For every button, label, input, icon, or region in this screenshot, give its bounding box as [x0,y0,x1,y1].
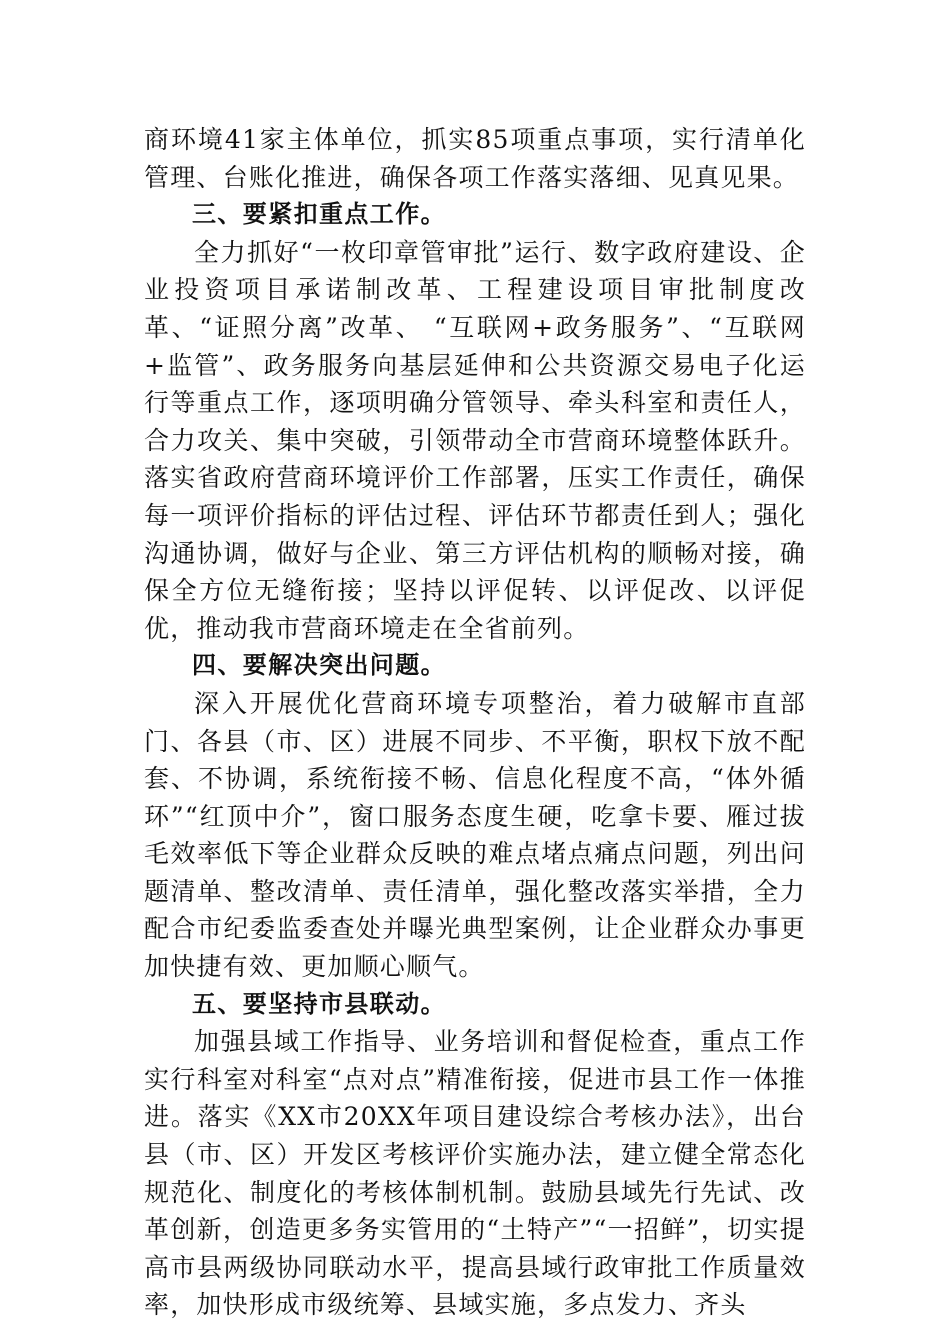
section-heading-5: 五、要坚持市县联动。 [192,989,446,1018]
paragraph-continued: 商环境41家主体单位，抓实85项重点事项，实行清单化管理、台账化推进，确保各项工作落实落细、见真见果。 [144,125,806,192]
paragraph-section-5: 加强县域工作指导、业务培训和督促检查，重点工作实行科室对科室“点对点”精准衔接，促进市县工作一体推进。落实《XX市20XX年项目建设综合考核办法》，出台县（市、区）开发区考核评价实施办法，建立健全常态化规范化、制度化的考核体制机制。鼓励县域先行先试、改革创新，创造更多务实管用的“土特产”“一招鲜”，切实提高市县两级协同联动水平，提高县域行政审批工作质量效率，加快形成市级统筹、县域实施，多点发力、齐头 [144,1027,806,1320]
document-body [144,121,806,1324]
section-heading-3: 三、要紧扣重点工作。 [192,200,446,229]
paragraph-section-3: 全力抓好“一枚印章管审批”运行、数字政府建设、企业投资项目承诺制改革、工程建设项目审批制度改革、“证照分离”改革、 “互联网+政务服务”、“互联网+监管”、政务服务向基层延伸和公共资源交易电子化运行等重点工作，逐项明确分管领导、牵头科室和责任人，合力攻关、集中突破，引领带动全市营商环境整体跃升。落实省政府营商环境评价工作部署，压实工作责任，确保每一项评价指标的评估过程、评估环节都责任到人；强化沟通协调，做好与企业、第三方评估机构的顺畅对接，确保全方位无缝衔接；坚持以评促转、以评促改、以评促优，推动我市营商环境走在全省前列。 [144,237,806,643]
paragraph-section-4: 深入开展优化营商环境专项整治，着力破解市直部门、各县（市、区）进展不同步、不平衡，职权下放不配套、不协调，系统衔接不畅、信息化程度不高，“体外循环”“红顶中介”，窗口服务态度生硬，吃拿卡要、雁过拔毛效率低下等企业群众反映的难点堵点痛点问题，列出问题清单、整改清单、责任清单，强化整改落实举措，全力配合市纪委监委查处并曝光典型案例，让企业群众办事更加快捷有效、更加顺心顺气。 [144,688,806,982]
section-heading-4: 四、要解决突出问题。 [192,651,446,680]
